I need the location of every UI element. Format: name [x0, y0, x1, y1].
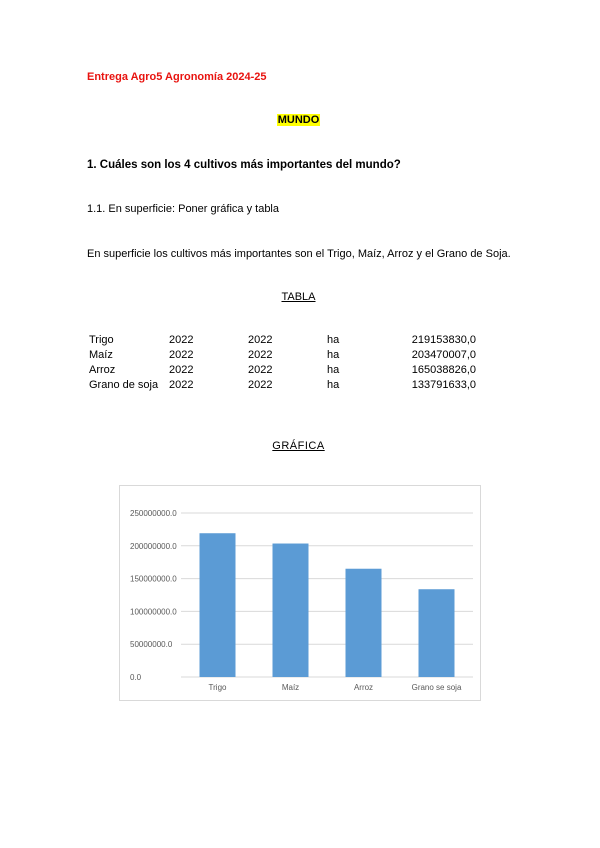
bar [273, 544, 309, 677]
table-cell: 2022 [169, 334, 194, 346]
table-cell: 133791633,0 [411, 379, 476, 391]
chart-title: GRÁFICA [272, 440, 325, 452]
table-cell: ha [327, 364, 340, 376]
table-row [87, 363, 476, 378]
y-tick-label: 0.0 [130, 673, 142, 682]
crops-table [87, 333, 476, 393]
subsection-heading: 1.1. En superficie: Poner gráfica y tabla [87, 203, 279, 215]
bar [419, 589, 455, 677]
table-cell: Arroz [89, 364, 116, 376]
table-row [87, 333, 476, 348]
question-heading: 1. Cuáles son los 4 cultivos más importantes del mundo? [87, 159, 401, 171]
table-cell: ha [327, 349, 340, 361]
table-cell: 2022 [169, 364, 194, 376]
table-cell: 2022 [169, 379, 194, 391]
bar [346, 569, 382, 677]
section-title-text: MUNDO [277, 114, 320, 126]
table-cell: 203470007,0 [411, 349, 476, 361]
document-header: Entrega Agro5 Agronomía 2024-25 [87, 71, 267, 83]
table-row [87, 378, 476, 393]
table-cell: Grano de soja [89, 379, 159, 391]
y-tick-label: 250000000.0 [130, 509, 177, 518]
body-paragraph: En superficie los cultivos más importantes son el Trigo, Maíz, Arroz y el Grano de Soja. [87, 248, 511, 260]
table-cell: Trigo [89, 334, 114, 346]
y-tick-label: 150000000.0 [130, 574, 177, 584]
bar-chart-svg [120, 486, 482, 702]
x-tick-label: Maíz [281, 683, 300, 692]
table-cell: Maíz [89, 349, 113, 361]
x-tick-label: Grano se soja [411, 683, 462, 692]
table-cell: ha [327, 334, 340, 346]
bar [200, 533, 236, 677]
y-tick-label: 200000000.0 [130, 541, 177, 551]
table-row [87, 348, 476, 363]
y-tick-label: 50000000.0 [130, 640, 173, 650]
x-tick-label: Arroz [353, 683, 374, 692]
x-tick-label: Trigo [208, 683, 227, 692]
table-cell: 2022 [248, 349, 273, 361]
table-cell: ha [327, 379, 340, 391]
table-cell: 2022 [248, 334, 273, 346]
table-cell: 2022 [248, 364, 273, 376]
section-title [0, 114, 597, 126]
table-cell: 2022 [169, 349, 194, 361]
table-cell: 165038826,0 [411, 364, 476, 376]
table-title: TABLA [281, 291, 316, 303]
y-tick-label: 100000000.0 [130, 607, 177, 617]
table-cell: 2022 [248, 379, 273, 391]
table-cell: 219153830,0 [411, 334, 476, 346]
bar-chart [119, 485, 481, 701]
